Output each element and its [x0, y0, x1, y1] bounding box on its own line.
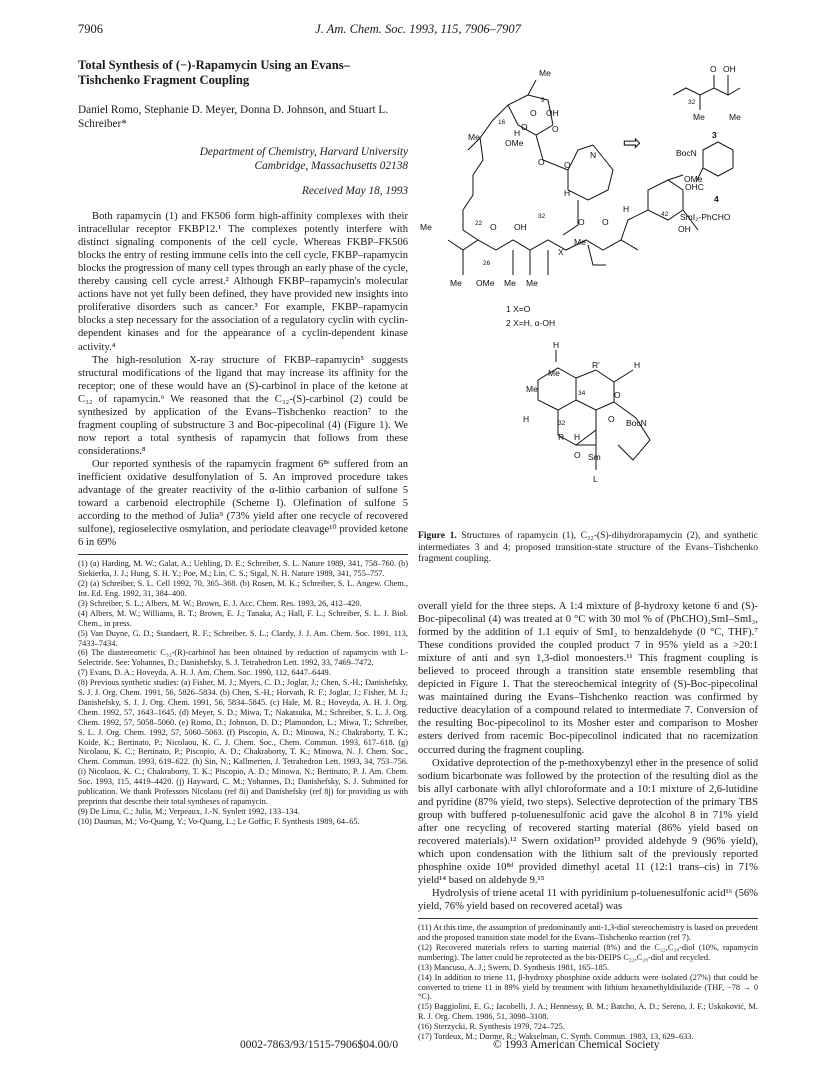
- footnote: (3) Schreiber, S. L.; Albers, M. W.; Brown, E. J. Acc. Chem. Res. 1993, 26, 412–420.: [78, 598, 362, 608]
- footnote-divider: [78, 554, 408, 555]
- label-o: O: [578, 217, 585, 227]
- body-paragraph: overall yield for the three steps. A 1:4 mixture of β-hydroxy ketone 6 and (S)-Boc-pipecolinal (4) was treated at 0 °C with 30 mol % of (PhCHO)₂SmI–SmI₃, formed by the addition of 1.1 equiv of SmI₂ to benzaldehyde (0 °C, THF).⁷ These conditions provided the coupled product 7 in 95% yield as a >20:1 mixture of anti and syn 1,3-diol monoesters.¹¹ This fragment coupling is believed to proceed through a transition state ensemble resembling that depicted in Figure 1. That the stereochemical integrity of (S)-Boc-pipecolinal was maintained during the Evans–Tishchenko reaction was confirmed by reductive deacylation of a compound related to intermediate 7. Conversion of the resulting Boc-pipecolinol to its Mosher ester and comparison to Mosher esters derived from racemic Boc-pipecolinol indicated that no racemization occurred during the fragment coupling.: [418, 601, 758, 756]
- right-column: [418, 600, 758, 1042]
- label-c26: 26: [483, 260, 491, 267]
- label-ohc: OHC: [685, 182, 704, 192]
- label-o: O: [490, 222, 497, 232]
- label-n: N: [590, 150, 597, 160]
- author-list: Daniel Romo, Stephanie D. Meyer, Donna D. Johnson, and Stuart L. Schreiber*: [78, 104, 389, 130]
- label-me: Me: [729, 112, 741, 122]
- label-o: O: [538, 157, 545, 167]
- label-c42: 42: [661, 211, 669, 218]
- body-paragraph: Both rapamycin (1) and FK506 form high-affinity complexes with their intracellular receptor FKBP12.¹ The complexes potently interfere with distinct signaling components of the cell cycle. Whereas FKBP–FK506 blocks the entry of resting immune cells into the cell cycle, FKBP–rapamycin blocks the progression of many cell types through an early phase of the cycle, thereby causing cell cycle arrest.² Although FKBP–rapamycin's molecular actions have not yet fully been defined, they have provided new insights into proliferative disorders such as cancer.³ For example, FKBP–rapamycin blocks a step necessary for the association of a regulatory cyclin with cyclin-dependent kinases and for the appearance of a cyclin-dependent kinase activity.⁴: [78, 211, 408, 353]
- label-me: Me: [539, 68, 551, 78]
- label-o: O: [710, 64, 717, 74]
- body-paragraph: Hydrolysis of triene acetal 11 with pyridinium p-toluenesulfonic acid¹⁶ (56% yield, 76% yield based on recovered acetal) was: [418, 888, 758, 913]
- label-o: O: [608, 414, 615, 424]
- footnote: (11) At this time, the assumption of predominantly anti-1,3-diol stereochemistry is based on precedent and the proposed transition state model for the Evans–Tishchenko reaction (ref 7).: [418, 923, 758, 943]
- label-c16: 16: [498, 119, 506, 126]
- label-o: O: [602, 217, 609, 227]
- label-oh: OH: [678, 224, 691, 234]
- label-r-prime: R': [592, 360, 600, 370]
- body-paragraph: Our reported synthesis of the rapamycin fragment 6⁸ᵉ suffered from an inefficient oxidative desulfonylation of 5. An improved procedure takes advantage of the greater reactivity of the α-lithio carbanion of sulfone 5 toward a carbenoid electrophile (Scheme I). Olefination of sulfone 5 according to the method of Julia⁹ (73% yield after one recycle of recovered sulfone), regioselective osmylation, and periodate cleavage¹⁰ provided ketone 6 in 69%: [78, 458, 408, 549]
- footnote: (4) Albers, M. W.; Williams, R. T.; Brown, E. J.; Tanaka, A.; Hall, F. L.; Schreiber, S. L. J. Biol. Chem., in press.: [78, 608, 408, 628]
- copyright-notice: © 1993 American Chemical Society: [493, 1039, 660, 1051]
- retrosynthesis-arrow-icon: ⇨: [623, 130, 642, 155]
- page-number: 7906: [78, 22, 103, 36]
- caption-label: Figure 1.: [418, 530, 457, 541]
- label-me: Me: [574, 237, 586, 247]
- label-oh: OH: [514, 222, 527, 232]
- label-boc-n: BocN: [626, 418, 647, 428]
- footnote: (2) (a) Schreiber, S. L. Cell 1992, 70, 365–368. (b) Rosen, M. K.; Schreiber, S. L. Angew. Chem., Int. Ed. Eng. 1992, 31, 384–400.: [78, 579, 408, 598]
- footnote: (15) Baggiolini, E. G.; Iacobelli, J. A.; Hennessy, B. M.; Batcho, A. D.; Sereno, J. F.; Uskoković, M. R. J. Org. Chem. 1986, 51, 3098–3108.: [418, 1002, 758, 1022]
- label-me: Me: [420, 222, 432, 232]
- label-oh: OH: [723, 64, 736, 74]
- footnote: (9) De Lima, C.; Julia, M.; Verpeaux, J.-N. Synlett 1992, 133–134.: [78, 806, 300, 816]
- label-sm: Sm: [588, 452, 601, 462]
- label-h: H: [634, 360, 641, 370]
- label-h: H: [564, 188, 571, 198]
- label-ome: OMe: [476, 278, 495, 288]
- footnote: (1) (a) Harding, M. W.; Galat, A.; Uehling, D. E.; Schreiber, S. L. Nature 1989, 341, 758–760. (b) Siekierka, J. J.; Hung, S. H. Y.; Poe, M.; Lin, C. S.; Sigal, N. H. Nature 1989, 341, 755–757.: [78, 559, 408, 579]
- label-c32: 32: [538, 213, 546, 220]
- label-h: H: [523, 414, 530, 424]
- label-me: Me: [693, 112, 705, 122]
- label-o: O: [530, 108, 537, 118]
- figure-1-structures: [418, 50, 758, 520]
- label-me: Me: [526, 384, 538, 394]
- label-x: X: [558, 247, 564, 257]
- figure-caption: [418, 530, 758, 565]
- footnote: (7) Evans, D. A.; Hoveyda, A. H. J. Am. Chem. Soc. 1990, 112, 6447–6449.: [78, 668, 331, 678]
- label-ome: OMe: [684, 174, 703, 184]
- label-me: Me: [504, 278, 516, 288]
- received-date: Received May 18, 1993: [301, 185, 408, 197]
- label-o: O: [574, 450, 581, 460]
- legend-compound-1: 1 X=O: [506, 304, 531, 314]
- label-h: H: [514, 128, 521, 138]
- label-o: O: [564, 160, 571, 170]
- document-code: 0002-7863/93/1515-7906$04.00/0: [240, 1039, 399, 1051]
- label-boc-n: BocN: [676, 148, 697, 158]
- footnote: (14) In addition to triene 11, β-hydroxy phosphine oxide adducts were isolated (27%) that could be converted to triene 11 in 89% yield by treatment with lithium hexamethyldisilazide (THF, −78 → 0 °C).: [418, 972, 758, 1002]
- running-header: [78, 22, 758, 40]
- footnote: (13) Mancuso, A. J.; Swern, D. Synthesis 1981, 165–185.: [418, 962, 610, 972]
- legend-compound-2: 2 X=H, α-OH: [506, 318, 556, 328]
- footnote: (8) Previous synthetic studies: (a) Fisher, M. J.; Myers, C. D.; Joglar, J.; Chen, S.-H.; Danishefsky, S. J. J. Org. Chem. 1991, 56, 5826–5834. (b) Chen, S.-H.; Horvath, R. F.; Joglar, J.; Fisher, M. J.; Danishefsky, S. J. J. Org. Chem. 1991, 56, 5834–5845. (c) Hale, M. R.; Hoveyda, A. H. J. Org. Chem. 1992, 57, 1643–1645. (d) Meyer, S. D.; Miwa, T.; Nakatsuka, M.; Schreiber, S. L. J. Org. Chem. 1992, 57, 5058–5060. (e) Romo, D.; Johnson, D. D.; Plamondon, L.; Miwa, T.; Schreiber, S. L. J. Org. Chem. 1992, 57, 5060–5063. (f) Piscopio, A. D.; Minowa, N.; Chakraborty, T. K.; Koide, K.; Bertinato, P.; Nicolaou, K. C. J. Chem. Soc., Chem. Commun. 1993, 617–618. (g) Nicolaou, K. C.; Bertinato, P.; Piscopio, A. D.; Chakraborty, T. K.; Minowa, N. J. Chem. Soc., Chem. Commun. 1993, 619–622. (h) Sin, N.; Kallmerten, J. Tetrahedron Lett. 1993, 34, 753–756. (i) Nicolaou, K. C.; Chakraborty, T. K.; Piscopio, A. D.; Minowa, N.; Bertinato, P. J. Am. Chem. Soc. 1993, 115, 4419–4420. (j) Hayward, C. M.; Yohannes, D.; Danishefsky, S. J. Submitted for publication. We thank Professors Nicolaou (ref 8i) and Danishefsky (ref 8j) for providing us with preprints that describe their total syntheses of rapamycin.: [78, 678, 408, 807]
- affiliation-department: Department of Chemistry, Harvard University: [199, 146, 408, 158]
- label-r: R: [558, 432, 565, 442]
- label-me: Me: [450, 278, 462, 288]
- label-compound-3: 3: [712, 130, 717, 140]
- label-me: Me: [548, 368, 560, 378]
- affiliation: [78, 145, 408, 173]
- journal-citation: J. Am. Chem. Soc. 1993, 115, 7906–7907: [315, 22, 521, 36]
- footnote: (12) Recovered materials refers to starting material (8%) and the C₂₂,C₂₈-diol (10%, rapamycin numbering). The latter could be reprotected as the bis-DEIPS C₂₂,C₂₈-diol and recycled.: [418, 942, 758, 962]
- article-title: Total Synthesis of (−)-Rapamycin Using an Evans–Tishchenko Fragment Coupling: [78, 58, 350, 87]
- label-compound-4: 4: [714, 194, 719, 204]
- label-o: O: [614, 390, 621, 400]
- footnote: (17) Tordeux, M.; Dorme, R.; Wakselman, C. Synth. Commun. 1983, 13, 629–633.: [418, 1032, 694, 1042]
- rapamycin-structure: [448, 80, 698, 275]
- label-me: Me: [468, 132, 480, 142]
- body-paragraph: Oxidative deprotection of the p-methoxybenzyl ether in the presence of solid sodium bicarbonate was followed by the protection of the resulting diol as the bis allyl carbonate with allyl chloroformate and a 10:1 mixture of 2,6-lutidine and pyridine (87% yield, two steps). Selective deprotection of the primary TBS group with buffered p-toluenesulfonic acid gave the alcohol 8 in 71% yield after one recycling of recovered starting material (86% yield based on recovered materials).¹² Swern oxidation¹³ provided aldehyde 9 (96% yield), which upon condensation with the lithium salt of the previously reported phosphine oxide 10⁸ᵈ provided dimethyl acetal 11 (12:1 trans–cis) in 71% yield¹⁴ based on aldehyde 9.¹⁵: [418, 757, 758, 886]
- label-c34: 34: [578, 390, 586, 397]
- footnote: (6) The diastereomeric C₃₂-(R)-carbinol has been obtained by reduction of rapamycin with L-Selectride. See: Yohannes, D.; Danishefsky, S. J. Tetrahedron Lett. 1992, 33, 7469–7472.: [78, 648, 408, 668]
- footnote-divider: [418, 918, 758, 919]
- caption-text: Structures of rapamycin (1), C₃₂-(S)-dihydrorapamycin (2), and synthetic intermediates 3 and 4; proposed transition-state structure of the Evans–Tishchenko fragment coupling.: [418, 530, 758, 565]
- label-o: O: [521, 122, 528, 132]
- body-paragraph: The high-resolution X-ray structure of FKBP–rapamycin⁵ suggests structural modifications of the ligand that may increase its affinity for the receptor; one of these would have an (S)-carbinol in place of the ketone at C₃₂ of rapamycin.⁶ We reasoned that the C₃₂-(S)-carbinol (2) could be synthesized by application of the Evans–Tishchenko reaction⁷ to the fragment coupling of substructure 3 and Boc-pipecolinal (4) (Figure 1). We now report a total synthesis of rapamycin that follows from these considerations.⁸: [78, 354, 408, 457]
- affiliation-city: Cambridge, Massachusetts 02138: [254, 160, 408, 172]
- label-h: H: [553, 340, 560, 350]
- label-ome: OMe: [505, 138, 524, 148]
- footnote: (16) Sterzycki, R. Synthesis 1979, 724–725.: [418, 1022, 565, 1032]
- label-me: Me: [526, 278, 538, 288]
- label-reagent: SmI₂-PhCHO: [680, 212, 731, 222]
- label-l: L: [593, 474, 598, 484]
- label-o: O: [552, 124, 559, 134]
- fragment-3-structure: [673, 75, 740, 110]
- footnote: (5) Van Duyne, G. D.; Standaert, R. F.; Schreiber, S. L.; Clardy, J. J. Am. Chem. Soc. 1991, 113, 7433–7434.: [78, 628, 408, 648]
- label-c22: 22: [475, 220, 483, 227]
- label-h: H: [623, 204, 630, 214]
- left-column: [78, 58, 408, 827]
- label-oh: OH: [546, 108, 559, 118]
- footnote: (10) Daumas, M.; Vo-Quang, Y.; Vo-Quang, L.; Le Goffic, F. Synthesis 1989, 64–65.: [78, 816, 360, 826]
- label-c9: 9: [541, 97, 545, 104]
- label-c32: 32: [558, 420, 566, 427]
- label-h: H: [574, 432, 581, 442]
- label-c32: 32: [688, 99, 696, 106]
